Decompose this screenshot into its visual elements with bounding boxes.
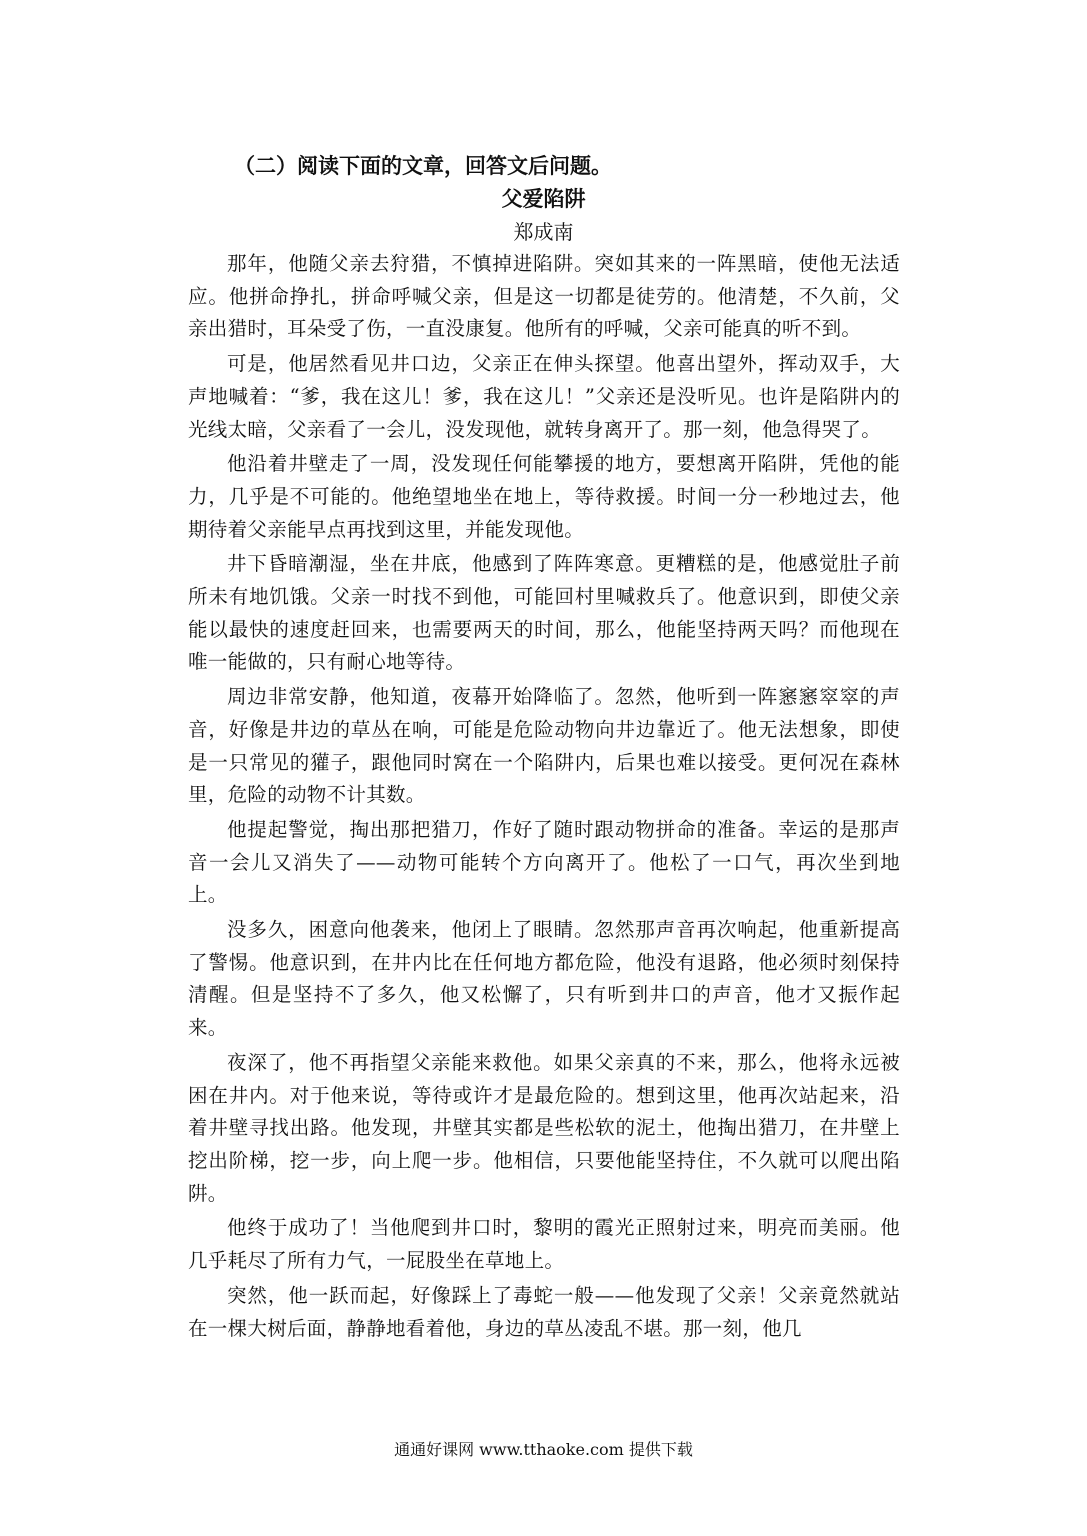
article-title: 父爱陷阱 xyxy=(501,186,586,211)
article-author: 郑成南 xyxy=(513,220,574,244)
paragraph: 没多久，困意向他袭来，他闭上了眼睛。忽然那声音再次响起，他重新提高了警惕。他意识到，在井内比在任何地方都危险，他没有退路，他必须时刻保持清醒。但是坚持不了多久，他又松懈了，只有听到井口的声音，他才又振作起来。 xyxy=(188,918,900,1040)
paragraph: 他终于成功了！当他爬到井口时，黎明的霞光正照射过来，明亮而美丽。他几乎耗尽了所有力气，一屁股坐在草地上。 xyxy=(188,1216,900,1273)
article-body xyxy=(188,248,900,1347)
paragraph: 周边非常安静，他知道，夜幕开始降临了。忽然，他听到一阵窸窸窣窣的声音，好像是井边的草丛在响，可能是危险动物向井边靠近了。他无法想象，即使是一只常见的獾子，跟他同时窝在一个陷阱内，后果也难以接受。更何况在森林里，危险的动物不计其数。 xyxy=(188,685,900,807)
paragraph: 可是，他居然看见井口边，父亲正在伸头探望。他喜出望外，挥动双手，大声地喊着：“爹，我在这儿！爹，我在这儿！”父亲还是没听见。也许是陷阱内的光线太暗，父亲看了一会儿，没发现他，就转身离开了。那一刻，他急得哭了。 xyxy=(188,352,900,441)
page-footer: 通通好课网 www.tthaoke.com 提供下载 xyxy=(394,1440,693,1459)
paragraph: 夜深了，他不再指望父亲能来救他。如果父亲真的不来，那么，他将永远被困在井内。对于他来说，等待或许才是最危险的。想到这里，他再次站起来，沿着井壁寻找出路。他发现，井壁其实都是些松软的泥土，他掏出猎刀，在井壁上挖出阶梯，挖一步，向上爬一步。他相信，只要他能坚持住，不久就可以爬出陷阱。 xyxy=(188,1050,900,1205)
paragraph: 他沿着井壁走了一周，没发现任何能攀援的地方，要想离开陷阱，凭他的能力，几乎是不可能的。他绝望地坐在地上，等待救援。时间一分一秒地过去，他期待着父亲能早点再找到这里，并能发现他。 xyxy=(188,452,900,541)
paragraph: 那年，他随父亲去狩猎，不慎掉进陷阱。突如其来的一阵黑暗，使他无法适应。他拼命挣扎，拼命呼喊父亲，但是这一切都是徒劳的。他清楚，不久前，父亲出猎时，耳朵受了伤，一直没康复。他所有的呼喊，父亲可能真的听不到。 xyxy=(188,252,900,341)
paragraph: 井下昏暗潮湿，坐在井底，他感到了阵阵寒意。更糟糕的是，他感觉肚子前所未有地饥饿。父亲一时找不到他，可能回村里喊救兵了。他意识到，即使父亲能以最快的速度赶回来，也需要两天的时间，那么，他能坚持两天吗？而他现在唯一能做的，只有耐心地等待。 xyxy=(188,552,900,674)
paragraph: 他提起警觉，掏出那把猎刀，作好了随时跟动物拼命的准备。幸运的是那声音一会儿又消失了——动物可能转个方向离开了。他松了一口气，再次坐到地上。 xyxy=(188,817,900,907)
section-heading: （二）阅读下面的文章，回答文后问题。 xyxy=(234,153,612,178)
paragraph: 突然，他一跃而起，好像踩上了毒蛇一般——他发现了父亲！父亲竟然就站在一棵大树后面，静静地看着他，身边的草丛凌乱不堪。那一刻，他几 xyxy=(188,1283,900,1340)
